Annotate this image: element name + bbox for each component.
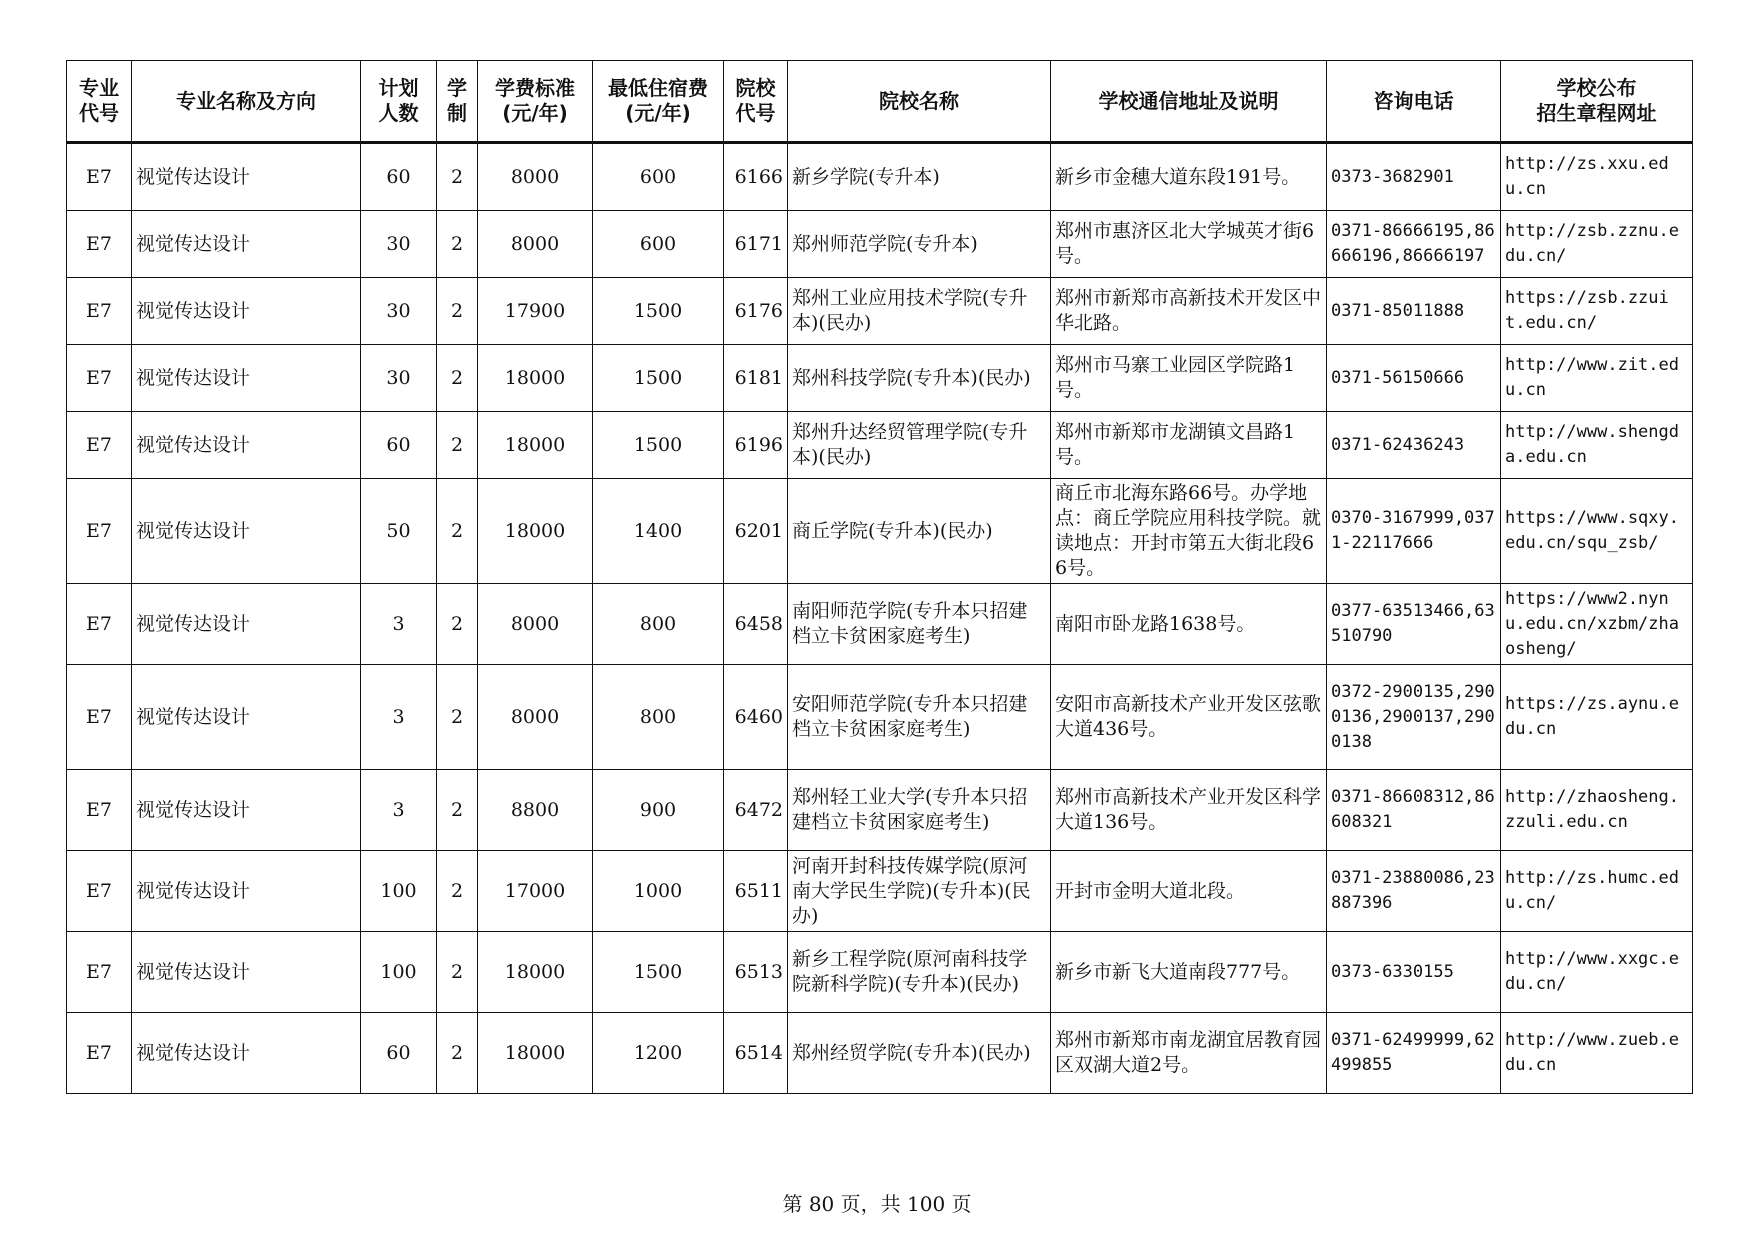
website-cell[interactable]: http://www.zueb.edu.cn <box>1501 1013 1693 1094</box>
tuition-cell: 8000 <box>478 211 593 278</box>
header-duration: 学 制 <box>437 61 478 143</box>
phone-cell: 0371-86608312,86608321 <box>1327 770 1501 851</box>
website-cell[interactable]: http://zhaosheng.zzuli.edu.cn <box>1501 770 1693 851</box>
school-name-cell: 南阳师范学院(专升本只招建档立卡贫困家庭考生) <box>788 584 1051 665</box>
school-name-cell: 新乡工程学院(原河南科技学院新科学院)(专升本)(民办) <box>788 932 1051 1013</box>
plan-count-cell: 50 <box>361 479 437 584</box>
major-name-cell: 视觉传达设计 <box>132 851 361 932</box>
address-cell: 郑州市新郑市龙湖镇文昌路1号。 <box>1051 412 1327 479</box>
address-cell: 南阳市卧龙路1638号。 <box>1051 584 1327 665</box>
major-code-cell: E7 <box>67 278 132 345</box>
dorm-fee-cell: 800 <box>593 665 724 770</box>
school-code-cell: 6514 <box>724 1013 788 1094</box>
website-cell[interactable]: https://www2.nynu.edu.cn/xzbm/zhaosheng/ <box>1501 584 1693 665</box>
major-name-cell: 视觉传达设计 <box>132 479 361 584</box>
website-cell[interactable]: http://zs.humc.edu.cn/ <box>1501 851 1693 932</box>
table-row <box>67 278 1693 345</box>
tuition-cell: 8000 <box>478 143 593 211</box>
phone-cell: 0371-56150666 <box>1327 345 1501 412</box>
plan-count-cell: 3 <box>361 584 437 665</box>
school-code-cell: 6458 <box>724 584 788 665</box>
school-name-cell: 郑州师范学院(专升本) <box>788 211 1051 278</box>
header-address: 学校通信地址及说明 <box>1051 61 1327 143</box>
major-code-cell: E7 <box>67 584 132 665</box>
plan-count-cell: 30 <box>361 345 437 412</box>
dorm-fee-cell: 1500 <box>593 278 724 345</box>
dorm-fee-cell: 1000 <box>593 851 724 932</box>
major-name-cell: 视觉传达设计 <box>132 412 361 479</box>
major-code-cell: E7 <box>67 211 132 278</box>
duration-cell: 2 <box>437 1013 478 1094</box>
duration-cell: 2 <box>437 770 478 851</box>
school-name-cell: 安阳师范学院(专升本只招建档立卡贫困家庭考生) <box>788 665 1051 770</box>
school-code-cell: 6460 <box>724 665 788 770</box>
dorm-fee-cell: 900 <box>593 770 724 851</box>
major-code-cell: E7 <box>67 851 132 932</box>
phone-cell: 0377-63513466,63510790 <box>1327 584 1501 665</box>
table-row <box>67 770 1693 851</box>
address-cell: 郑州市新郑市高新技术开发区中华北路。 <box>1051 278 1327 345</box>
table-row <box>67 932 1693 1013</box>
major-name-cell: 视觉传达设计 <box>132 278 361 345</box>
major-code-cell: E7 <box>67 770 132 851</box>
duration-cell: 2 <box>437 584 478 665</box>
major-name-cell: 视觉传达设计 <box>132 1013 361 1094</box>
tuition-cell: 18000 <box>478 479 593 584</box>
website-cell[interactable]: https://zs.aynu.edu.cn <box>1501 665 1693 770</box>
school-code-cell: 6171 <box>724 211 788 278</box>
school-code-cell: 6196 <box>724 412 788 479</box>
dorm-fee-cell: 1500 <box>593 932 724 1013</box>
phone-cell: 0371-62499999,62499855 <box>1327 1013 1501 1094</box>
address-cell: 新乡市新飞大道南段777号。 <box>1051 932 1327 1013</box>
table-row <box>67 345 1693 412</box>
duration-cell: 2 <box>437 851 478 932</box>
phone-cell: 0371-86666195,86666196,86666197 <box>1327 211 1501 278</box>
duration-cell: 2 <box>437 932 478 1013</box>
website-cell[interactable]: http://www.xxgc.edu.cn/ <box>1501 932 1693 1013</box>
plan-count-cell: 60 <box>361 412 437 479</box>
address-cell: 新乡市金穗大道东段191号。 <box>1051 143 1327 211</box>
address-cell: 安阳市高新技术产业开发区弦歌大道436号。 <box>1051 665 1327 770</box>
duration-cell: 2 <box>437 665 478 770</box>
major-name-cell: 视觉传达设计 <box>132 345 361 412</box>
major-code-cell: E7 <box>67 412 132 479</box>
tuition-cell: 8000 <box>478 665 593 770</box>
tuition-cell: 17000 <box>478 851 593 932</box>
header-school-name: 院校名称 <box>788 61 1051 143</box>
school-code-cell: 6513 <box>724 932 788 1013</box>
address-cell: 开封市金明大道北段。 <box>1051 851 1327 932</box>
address-cell: 郑州市惠济区北大学城英才街6号。 <box>1051 211 1327 278</box>
school-code-cell: 6201 <box>724 479 788 584</box>
header-plan-count: 计划 人数 <box>361 61 437 143</box>
major-name-cell: 视觉传达设计 <box>132 932 361 1013</box>
major-code-cell: E7 <box>67 932 132 1013</box>
website-cell[interactable]: https://www.sqxy.edu.cn/squ_zsb/ <box>1501 479 1693 584</box>
duration-cell: 2 <box>437 211 478 278</box>
website-cell[interactable]: https://zsb.zzuit.edu.cn/ <box>1501 278 1693 345</box>
duration-cell: 2 <box>437 143 478 211</box>
table-row <box>67 665 1693 770</box>
major-code-cell: E7 <box>67 1013 132 1094</box>
table-row <box>67 412 1693 479</box>
header-tuition: 学费标准 (元/年) <box>478 61 593 143</box>
tuition-cell: 18000 <box>478 932 593 1013</box>
duration-cell: 2 <box>437 345 478 412</box>
phone-cell: 0373-3682901 <box>1327 143 1501 211</box>
header-website: 学校公布 招生章程网址 <box>1501 61 1693 143</box>
address-cell: 郑州市新郑市南龙湖宜居教育园区双湖大道2号。 <box>1051 1013 1327 1094</box>
header-phone: 咨询电话 <box>1327 61 1501 143</box>
header-major-code: 专业 代号 <box>67 61 132 143</box>
school-code-cell: 6511 <box>724 851 788 932</box>
phone-cell: 0370-3167999,0371-22117666 <box>1327 479 1501 584</box>
dorm-fee-cell: 600 <box>593 211 724 278</box>
address-cell: 郑州市马寨工业园区学院路1号。 <box>1051 345 1327 412</box>
plan-count-cell: 60 <box>361 1013 437 1094</box>
header-dorm-fee: 最低住宿费 (元/年) <box>593 61 724 143</box>
dorm-fee-cell: 1500 <box>593 412 724 479</box>
duration-cell: 2 <box>437 412 478 479</box>
duration-cell: 2 <box>437 278 478 345</box>
website-cell[interactable]: http://zsb.zznu.edu.cn/ <box>1501 211 1693 278</box>
table-row <box>67 211 1693 278</box>
address-cell: 郑州市高新技术产业开发区科学大道136号。 <box>1051 770 1327 851</box>
tuition-cell: 18000 <box>478 345 593 412</box>
website-cell[interactable]: http://zs.xxu.edu.cn <box>1501 143 1693 211</box>
plan-count-cell: 30 <box>361 211 437 278</box>
tuition-cell: 18000 <box>478 1013 593 1094</box>
major-code-cell: E7 <box>67 479 132 584</box>
admission-table <box>66 60 1693 1094</box>
tuition-cell: 8000 <box>478 584 593 665</box>
header-row <box>67 61 1693 143</box>
school-name-cell: 河南开封科技传媒学院(原河南大学民生学院)(专升本)(民办) <box>788 851 1051 932</box>
school-name-cell: 郑州工业应用技术学院(专升本)(民办) <box>788 278 1051 345</box>
dorm-fee-cell: 600 <box>593 143 724 211</box>
school-name-cell: 郑州经贸学院(专升本)(民办) <box>788 1013 1051 1094</box>
dorm-fee-cell: 800 <box>593 584 724 665</box>
major-code-cell: E7 <box>67 345 132 412</box>
website-cell[interactable]: http://www.shengda.edu.cn <box>1501 412 1693 479</box>
major-code-cell: E7 <box>67 143 132 211</box>
school-name-cell: 商丘学院(专升本)(民办) <box>788 479 1051 584</box>
plan-count-cell: 30 <box>361 278 437 345</box>
table-row <box>67 1013 1693 1094</box>
school-code-cell: 6176 <box>724 278 788 345</box>
major-name-cell: 视觉传达设计 <box>132 665 361 770</box>
phone-cell: 0371-85011888 <box>1327 278 1501 345</box>
plan-count-cell: 60 <box>361 143 437 211</box>
school-name-cell: 郑州科技学院(专升本)(民办) <box>788 345 1051 412</box>
major-name-cell: 视觉传达设计 <box>132 211 361 278</box>
major-name-cell: 视觉传达设计 <box>132 770 361 851</box>
school-code-cell: 6181 <box>724 345 788 412</box>
plan-count-cell: 3 <box>361 770 437 851</box>
table-row <box>67 479 1693 584</box>
website-cell[interactable]: http://www.zit.edu.cn <box>1501 345 1693 412</box>
major-name-cell: 视觉传达设计 <box>132 584 361 665</box>
table-row <box>67 584 1693 665</box>
header-major-name: 专业名称及方向 <box>132 61 361 143</box>
plan-count-cell: 100 <box>361 851 437 932</box>
school-name-cell: 新乡学院(专升本) <box>788 143 1051 211</box>
plan-count-cell: 100 <box>361 932 437 1013</box>
major-name-cell: 视觉传达设计 <box>132 143 361 211</box>
phone-cell: 0371-62436243 <box>1327 412 1501 479</box>
dorm-fee-cell: 1200 <box>593 1013 724 1094</box>
major-code-cell: E7 <box>67 665 132 770</box>
phone-cell: 0372-2900135,2900136,2900137,2900138 <box>1327 665 1501 770</box>
plan-count-cell: 3 <box>361 665 437 770</box>
school-code-cell: 6166 <box>724 143 788 211</box>
school-name-cell: 郑州升达经贸管理学院(专升本)(民办) <box>788 412 1051 479</box>
dorm-fee-cell: 1500 <box>593 345 724 412</box>
tuition-cell: 18000 <box>478 412 593 479</box>
table-row <box>67 143 1693 211</box>
page-footer: 第 80 页，共 100 页 <box>782 1192 972 1216</box>
school-code-cell: 6472 <box>724 770 788 851</box>
table-body <box>67 143 1693 1094</box>
table-row <box>67 851 1693 932</box>
duration-cell: 2 <box>437 479 478 584</box>
phone-cell: 0373-6330155 <box>1327 932 1501 1013</box>
header-school-code: 院校 代号 <box>724 61 788 143</box>
tuition-cell: 17900 <box>478 278 593 345</box>
dorm-fee-cell: 1400 <box>593 479 724 584</box>
tuition-cell: 8800 <box>478 770 593 851</box>
address-cell: 商丘市北海东路66号。办学地点：商丘学院应用科技学院。就读地点：开封市第五大街北段66号。 <box>1051 479 1327 584</box>
phone-cell: 0371-23880086,23887396 <box>1327 851 1501 932</box>
school-name-cell: 郑州轻工业大学(专升本只招建档立卡贫困家庭考生) <box>788 770 1051 851</box>
